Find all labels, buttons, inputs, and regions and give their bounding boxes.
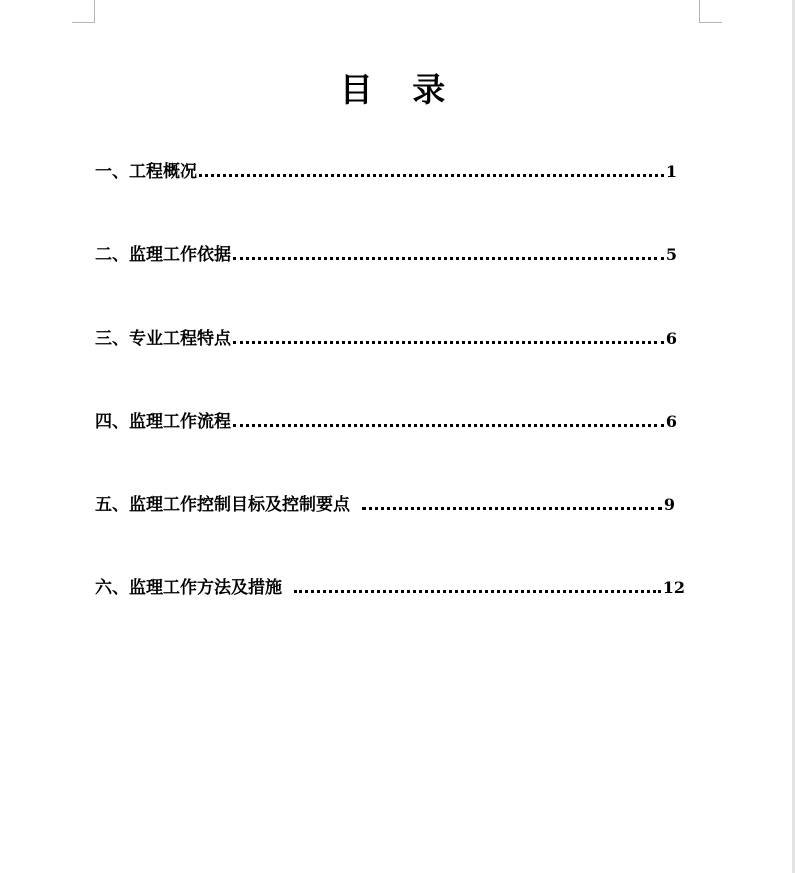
toc-entry-label: 一、工程概况 xyxy=(95,162,197,182)
toc-leader-dots xyxy=(233,257,664,260)
toc-entry[interactable] xyxy=(95,157,677,181)
toc-entry[interactable] xyxy=(95,407,677,431)
toc-entry-label: 四、监理工作流程 xyxy=(95,412,231,432)
toc-leader-dots xyxy=(294,590,661,593)
toc-entry-label: 三、专业工程特点 xyxy=(95,329,231,349)
margin-corner-mark-right xyxy=(699,0,722,23)
toc-title: 目 录 xyxy=(339,70,460,109)
toc-entry-label: 二、监理工作依据 xyxy=(95,245,231,265)
margin-corner-mark-left xyxy=(72,0,95,23)
toc-leader-dots xyxy=(199,174,664,177)
toc-entry[interactable] xyxy=(95,490,675,514)
toc-entry[interactable] xyxy=(95,573,685,597)
toc-entry-page: 6 xyxy=(665,329,677,348)
toc-entry-page: 12 xyxy=(662,578,685,597)
toc-entry-page: 9 xyxy=(663,495,675,514)
toc-entry-page: 5 xyxy=(665,245,677,264)
toc-entry-label: 五、监理工作控制目标及控制要点 xyxy=(95,495,350,515)
toc-entry[interactable] xyxy=(95,240,677,264)
toc-entry-page: 1 xyxy=(665,162,677,181)
toc-entry-label: 六、监理工作方法及措施 xyxy=(95,578,282,598)
toc-leader-dots xyxy=(362,507,662,510)
toc-leader-dots xyxy=(233,341,664,344)
toc-leader-dots xyxy=(233,424,664,427)
toc-entry-page: 6 xyxy=(665,412,677,431)
toc-entry[interactable] xyxy=(95,324,677,348)
